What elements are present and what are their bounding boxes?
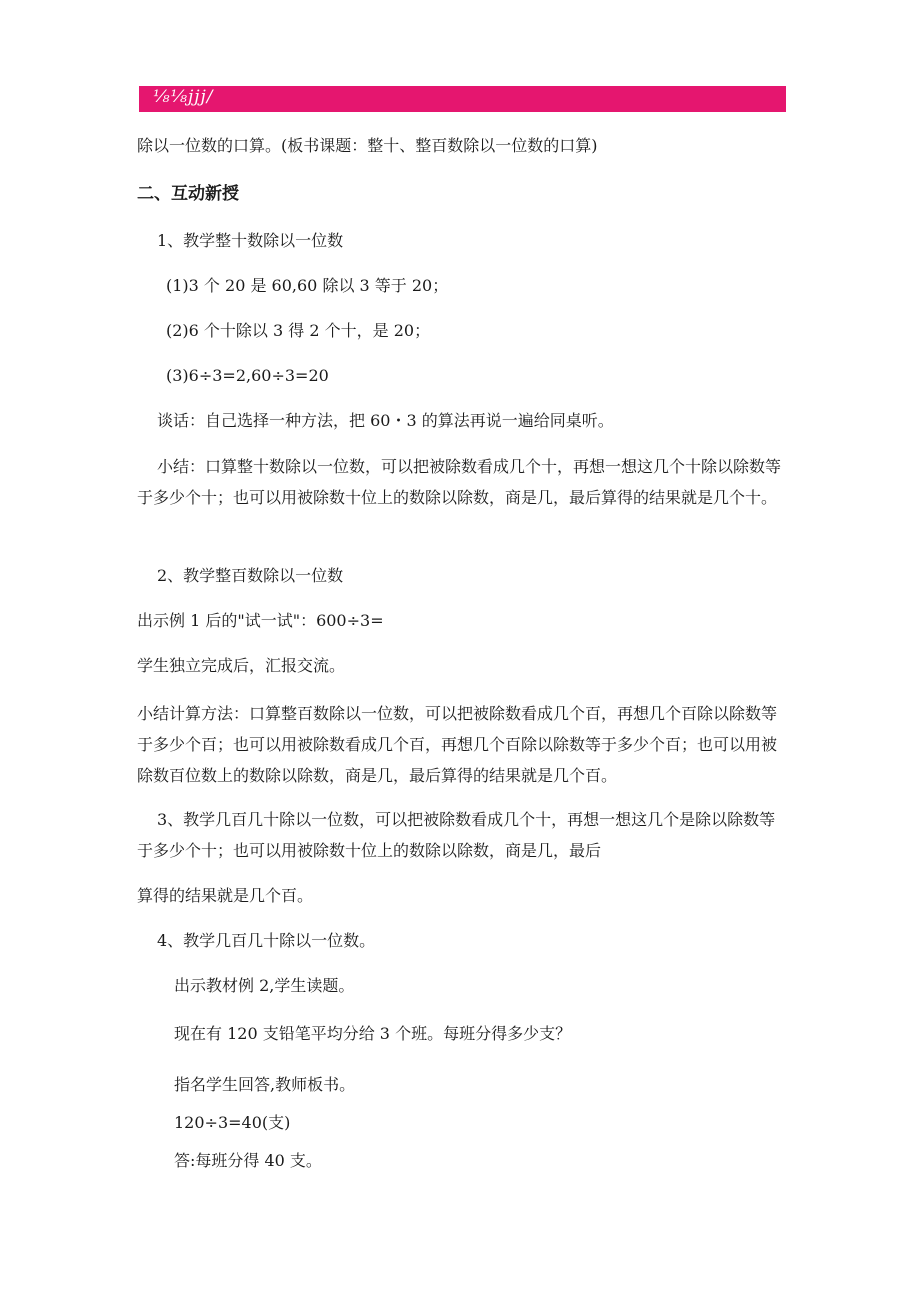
summary-1: 小结：口算整十数除以一位数，可以把被除数看成几个十，再想一想这几个十除以除数等于多少个十；也可以用被除数十位上的数除以除数，商是几，最后算得的结果就是几个十。: [137, 457, 782, 507]
answer-line: 答:每班分得 40 支。: [174, 1151, 322, 1170]
subsection-1-title: 1、教学整十数除以一位数: [157, 231, 344, 250]
example-line: 出示例 1 后的"试一试"：600÷3=: [137, 611, 384, 630]
subsection-2-title: 2、教学整百数除以一位数: [157, 566, 344, 585]
header-banner: [139, 86, 786, 112]
subsection-4-title: 4、教学几百几十除以一位数。: [157, 931, 376, 950]
summary-2: 小结计算方法：口算整百数除以一位数，可以把被除数看成几个百，再想几个百除以除数等于多少个百；也可以用被除数看成几个百，再想几个百除以除数等于多少个百；也可以用被除数百位数上的数除以除数，商是几，最后算得的结果就是几个百。: [137, 704, 778, 785]
step-2: (2)6 个十除以 3 得 2 个十，是 20；: [166, 321, 431, 340]
ask-line: 指名学生回答,教师板书。: [174, 1075, 356, 1094]
independent-line: 学生独立完成后，汇报交流。: [137, 656, 346, 675]
intro-line: 除以一位数的口算。(板书课题：整十、整百数除以一位数的口算): [137, 136, 598, 155]
step-3: (3)6÷3=2,60÷3=20: [166, 366, 329, 385]
show-example-line: 出示教材例 2,学生读题。: [174, 976, 355, 995]
section-heading: 二、互动新授: [137, 184, 239, 204]
subsection-3: 3、教学几百几十除以一位数，可以把被除数看成几个十，再想一想这几个是除以除数等于多少个十；也可以用被除数十位上的数除以除数，商是几，最后: [137, 810, 776, 860]
step-1: (1)3 个 20 是 60,60 除以 3 等于 20；: [166, 276, 449, 295]
equation-line: 120÷3=40(支): [174, 1113, 291, 1132]
problem-line: 现在有 120 支铅笔平均分给 3 个班。每班分得多少支？: [174, 1024, 572, 1043]
banner-text: ⅛⅛jjj/: [153, 87, 214, 107]
talk-line: 谈话：自己选择一种方法，把 60・3 的算法再说一遍给同桌听。: [157, 411, 614, 430]
subsection-3-end: 算得的结果就是几个百。: [137, 886, 314, 905]
